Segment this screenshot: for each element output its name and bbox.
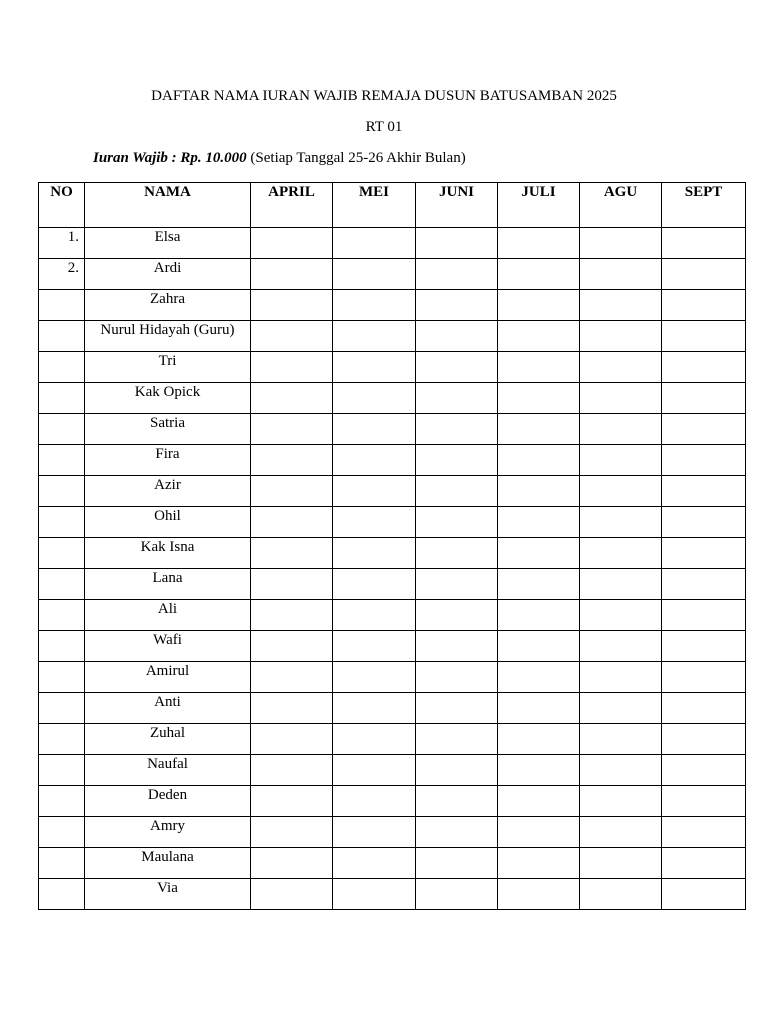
payment-cell-juli	[498, 414, 580, 445]
payment-cell-juli	[498, 662, 580, 693]
payment-cell-juli	[498, 352, 580, 383]
table-row	[39, 228, 746, 259]
payment-cell-juli	[498, 507, 580, 538]
payment-cell-mei	[333, 538, 416, 569]
table-row	[39, 445, 746, 476]
payment-cell-april	[251, 414, 333, 445]
member-name: Nurul Hidayah (Guru)	[85, 321, 251, 352]
header-mei: MEI	[333, 183, 416, 228]
payment-cell-sept	[662, 817, 746, 848]
payment-cell-april	[251, 817, 333, 848]
payment-cell-juni	[416, 538, 498, 569]
payment-cell-april	[251, 259, 333, 290]
payment-cell-juni	[416, 879, 498, 910]
row-number	[39, 600, 85, 631]
payment-cell-sept	[662, 352, 746, 383]
row-number: 2.	[39, 259, 85, 290]
payment-cell-april	[251, 383, 333, 414]
header-no: NO	[39, 183, 85, 228]
table-row	[39, 290, 746, 321]
member-name: Anti	[85, 693, 251, 724]
member-name: Lana	[85, 569, 251, 600]
row-number	[39, 631, 85, 662]
payment-cell-sept	[662, 569, 746, 600]
payment-cell-juni	[416, 290, 498, 321]
row-number	[39, 786, 85, 817]
payment-cell-juni	[416, 755, 498, 786]
member-name: Via	[85, 879, 251, 910]
payment-cell-april	[251, 693, 333, 724]
payment-cell-mei	[333, 414, 416, 445]
payment-cell-sept	[662, 507, 746, 538]
table-row	[39, 476, 746, 507]
payment-cell-april	[251, 755, 333, 786]
document-title: DAFTAR NAMA IURAN WAJIB REMAJA DUSUN BATUSAMBAN 2025	[151, 88, 617, 104]
member-name: Maulana	[85, 848, 251, 879]
header-nama: NAMA	[85, 183, 251, 228]
table-row	[39, 538, 746, 569]
table-row	[39, 693, 746, 724]
payment-cell-agu	[580, 631, 662, 662]
payment-cell-agu	[580, 476, 662, 507]
payment-cell-sept	[662, 724, 746, 755]
table-header-row	[39, 183, 746, 228]
payment-cell-juli	[498, 600, 580, 631]
payment-cell-mei	[333, 631, 416, 662]
row-number	[39, 848, 85, 879]
payment-cell-sept	[662, 848, 746, 879]
payment-cell-april	[251, 290, 333, 321]
payment-cell-agu	[580, 600, 662, 631]
member-name: Azir	[85, 476, 251, 507]
payment-cell-sept	[662, 786, 746, 817]
member-name: Ali	[85, 600, 251, 631]
row-number	[39, 724, 85, 755]
row-number	[39, 755, 85, 786]
header-juni: JUNI	[416, 183, 498, 228]
payment-cell-agu	[580, 662, 662, 693]
payment-cell-april	[251, 600, 333, 631]
row-number	[39, 476, 85, 507]
payment-cell-agu	[580, 414, 662, 445]
payment-cell-juli	[498, 817, 580, 848]
payment-cell-juli	[498, 879, 580, 910]
member-name: Amirul	[85, 662, 251, 693]
header-sept: SEPT	[662, 183, 746, 228]
table-row	[39, 724, 746, 755]
table-row	[39, 879, 746, 910]
payment-cell-mei	[333, 817, 416, 848]
payment-cell-april	[251, 662, 333, 693]
payment-cell-mei	[333, 383, 416, 414]
header-juli: JULI	[498, 183, 580, 228]
payment-cell-agu	[580, 352, 662, 383]
payment-cell-april	[251, 476, 333, 507]
table-row	[39, 817, 746, 848]
payment-cell-agu	[580, 724, 662, 755]
member-name: Naufal	[85, 755, 251, 786]
payment-cell-juni	[416, 600, 498, 631]
member-name: Tri	[85, 352, 251, 383]
header-agu: AGU	[580, 183, 662, 228]
payment-cell-sept	[662, 259, 746, 290]
payment-cell-april	[251, 228, 333, 259]
payment-cell-sept	[662, 228, 746, 259]
payment-cell-mei	[333, 786, 416, 817]
payment-cell-agu	[580, 538, 662, 569]
table-row	[39, 414, 746, 445]
table-row	[39, 786, 746, 817]
payment-cell-juni	[416, 259, 498, 290]
row-number	[39, 414, 85, 445]
payment-cell-april	[251, 538, 333, 569]
row-number	[39, 352, 85, 383]
payment-cell-sept	[662, 631, 746, 662]
payment-cell-april	[251, 879, 333, 910]
payment-cell-juli	[498, 786, 580, 817]
payment-cell-juli	[498, 538, 580, 569]
table-row	[39, 352, 746, 383]
payment-cell-mei	[333, 600, 416, 631]
member-name: Kak Isna	[85, 538, 251, 569]
table-row	[39, 848, 746, 879]
payment-cell-juli	[498, 383, 580, 414]
table-row	[39, 662, 746, 693]
payment-cell-juli	[498, 631, 580, 662]
payment-cell-juni	[416, 445, 498, 476]
payment-cell-april	[251, 321, 333, 352]
member-name: Kak Opick	[85, 383, 251, 414]
member-name: Elsa	[85, 228, 251, 259]
payment-cell-agu	[580, 848, 662, 879]
fee-info	[93, 150, 466, 167]
row-number	[39, 569, 85, 600]
row-number	[39, 662, 85, 693]
payment-cell-april	[251, 724, 333, 755]
payment-cell-sept	[662, 321, 746, 352]
payment-cell-juni	[416, 786, 498, 817]
payment-cell-sept	[662, 290, 746, 321]
payment-cell-juli	[498, 259, 580, 290]
payment-cell-sept	[662, 383, 746, 414]
payment-cell-mei	[333, 662, 416, 693]
payment-cell-juni	[416, 569, 498, 600]
payment-cell-juni	[416, 817, 498, 848]
row-number	[39, 817, 85, 848]
payment-cell-mei	[333, 724, 416, 755]
payment-cell-juli	[498, 476, 580, 507]
table-row	[39, 507, 746, 538]
payment-cell-agu	[580, 817, 662, 848]
row-number: 1.	[39, 228, 85, 259]
member-name: Zuhal	[85, 724, 251, 755]
row-number	[39, 290, 85, 321]
document-subtitle: RT 01	[365, 119, 403, 135]
payment-cell-juni	[416, 321, 498, 352]
payment-cell-april	[251, 786, 333, 817]
payment-cell-juni	[416, 228, 498, 259]
payment-cell-juli	[498, 321, 580, 352]
payment-cell-mei	[333, 290, 416, 321]
payment-cell-juni	[416, 352, 498, 383]
row-number	[39, 383, 85, 414]
table-row	[39, 569, 746, 600]
payment-cell-mei	[333, 352, 416, 383]
payment-cell-april	[251, 352, 333, 383]
payment-cell-agu	[580, 693, 662, 724]
payment-cell-sept	[662, 476, 746, 507]
payment-cell-april	[251, 631, 333, 662]
member-name: Ardi	[85, 259, 251, 290]
payment-cell-agu	[580, 259, 662, 290]
member-name: Fira	[85, 445, 251, 476]
payment-cell-agu	[580, 228, 662, 259]
member-name: Satria	[85, 414, 251, 445]
fee-label: Iuran Wajib : Rp. 10.000	[93, 150, 247, 166]
payment-cell-april	[251, 569, 333, 600]
payment-cell-sept	[662, 879, 746, 910]
payment-cell-agu	[580, 569, 662, 600]
row-number	[39, 879, 85, 910]
payment-cell-juli	[498, 693, 580, 724]
payment-cell-april	[251, 848, 333, 879]
payment-cell-juni	[416, 693, 498, 724]
payment-cell-mei	[333, 507, 416, 538]
payment-cell-juni	[416, 724, 498, 755]
payment-cell-sept	[662, 755, 746, 786]
row-number	[39, 445, 85, 476]
payment-cell-mei	[333, 259, 416, 290]
payment-cell-juli	[498, 445, 580, 476]
table-row	[39, 755, 746, 786]
table-row	[39, 383, 746, 414]
payment-cell-mei	[333, 476, 416, 507]
table-row	[39, 321, 746, 352]
payment-cell-juli	[498, 290, 580, 321]
payment-cell-agu	[580, 321, 662, 352]
payment-cell-agu	[580, 879, 662, 910]
table-row	[39, 600, 746, 631]
payment-cell-juni	[416, 631, 498, 662]
payment-cell-mei	[333, 321, 416, 352]
payment-cell-juli	[498, 755, 580, 786]
payment-cell-agu	[580, 445, 662, 476]
payment-cell-mei	[333, 755, 416, 786]
payment-cell-juni	[416, 662, 498, 693]
payment-cell-juli	[498, 848, 580, 879]
payment-cell-sept	[662, 693, 746, 724]
payment-cell-april	[251, 507, 333, 538]
row-number	[39, 538, 85, 569]
payment-cell-juli	[498, 569, 580, 600]
table-row	[39, 631, 746, 662]
member-name: Deden	[85, 786, 251, 817]
payment-cell-juni	[416, 414, 498, 445]
payment-cell-agu	[580, 507, 662, 538]
payment-cell-juni	[416, 507, 498, 538]
payment-cell-mei	[333, 879, 416, 910]
payment-cell-agu	[580, 383, 662, 414]
row-number	[39, 321, 85, 352]
table-row	[39, 259, 746, 290]
payment-cell-sept	[662, 445, 746, 476]
dues-table	[38, 182, 746, 910]
member-name: Wafi	[85, 631, 251, 662]
payment-cell-mei	[333, 569, 416, 600]
payment-cell-agu	[580, 755, 662, 786]
payment-cell-juni	[416, 383, 498, 414]
header-april: APRIL	[251, 183, 333, 228]
fee-note: (Setiap Tanggal 25-26 Akhir Bulan)	[246, 150, 466, 166]
payment-cell-april	[251, 445, 333, 476]
payment-cell-sept	[662, 600, 746, 631]
payment-cell-mei	[333, 848, 416, 879]
row-number	[39, 507, 85, 538]
payment-cell-mei	[333, 445, 416, 476]
member-name: Amry	[85, 817, 251, 848]
payment-cell-sept	[662, 538, 746, 569]
payment-cell-mei	[333, 228, 416, 259]
member-name: Ohil	[85, 507, 251, 538]
payment-cell-juni	[416, 848, 498, 879]
payment-cell-sept	[662, 662, 746, 693]
row-number	[39, 693, 85, 724]
payment-cell-juni	[416, 476, 498, 507]
member-name: Zahra	[85, 290, 251, 321]
payment-cell-agu	[580, 786, 662, 817]
payment-cell-juli	[498, 228, 580, 259]
payment-cell-juli	[498, 724, 580, 755]
payment-cell-sept	[662, 414, 746, 445]
payment-cell-agu	[580, 290, 662, 321]
payment-cell-mei	[333, 693, 416, 724]
